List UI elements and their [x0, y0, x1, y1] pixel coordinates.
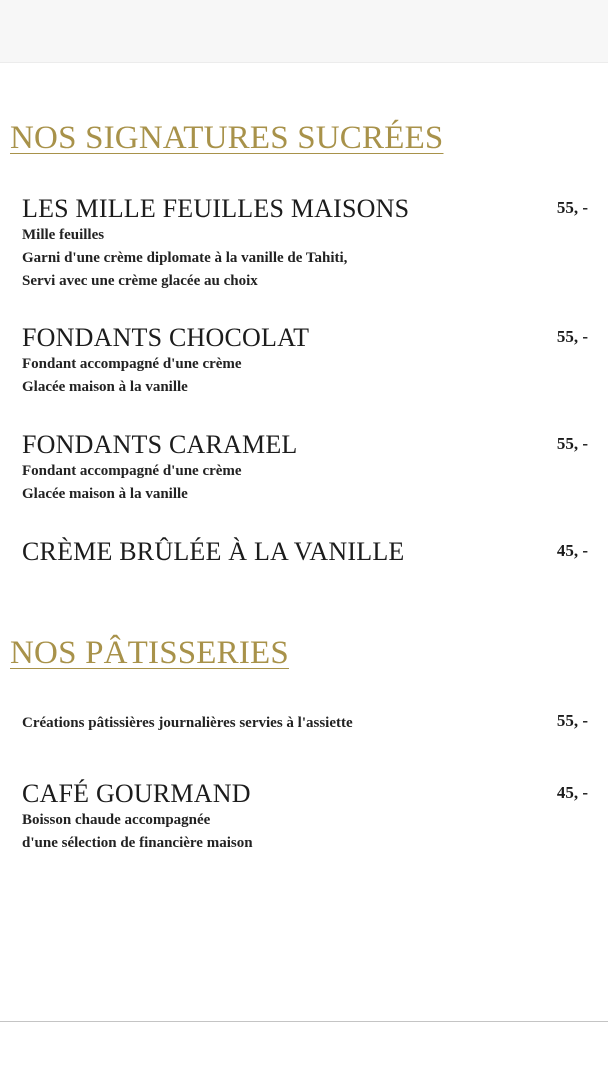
bottom-divider: [0, 1021, 608, 1022]
item-desc-line: Créations pâtissières journalières servies à l'assiette: [22, 715, 353, 731]
item-desc-line: Mille feuilles: [22, 227, 105, 243]
top-bar: [0, 0, 608, 63]
item-price: 55, -: [556, 434, 588, 453]
item-desc-line: Fondant accompagné d'une crème: [22, 463, 242, 479]
item-desc-line: Fondant accompagné d'une crème: [22, 356, 242, 372]
item-desc-line: Glacée maison à la vanille: [22, 379, 188, 395]
menu-item-creations-patissieres: [22, 712, 588, 735]
menu-item-creme-brulee: [22, 537, 588, 567]
menu-item-fondants-chocolat: [22, 323, 588, 399]
menu-item-cafe-gourmand: [22, 779, 588, 855]
item-price: 45, -: [556, 541, 588, 560]
item-desc-line: Boisson chaude accompagnée: [22, 812, 211, 828]
section-title-signatures: NOS SIGNATURES SUCRÉES: [10, 120, 444, 156]
item-desc-line: Servi avec une crème glacée au choix: [22, 273, 258, 289]
item-price: 45, -: [556, 783, 588, 802]
item-price: 55, -: [556, 327, 588, 346]
item-price: 55, -: [556, 198, 588, 217]
item-name: LES MILLE FEUILLES MAISONS: [22, 194, 410, 223]
section-title-patisseries: NOS PÂTISSERIES: [10, 635, 289, 671]
menu-item-fondants-caramel: [22, 430, 588, 506]
item-desc-line: Garni d'une crème diplomate à la vanille de Tahiti,: [22, 250, 348, 266]
item-desc-line: d'une sélection de financière maison: [22, 835, 253, 851]
item-name: FONDANTS CHOCOLAT: [22, 323, 310, 352]
menu-item-mille-feuilles: [22, 194, 588, 293]
item-name: CAFÉ GOURMAND: [22, 779, 251, 808]
item-name: FONDANTS CARAMEL: [22, 430, 298, 459]
item-desc-line: Glacée maison à la vanille: [22, 486, 188, 502]
item-name: CRÈME BRÛLÉE À LA VANILLE: [22, 537, 405, 566]
item-price: 55, -: [556, 711, 588, 730]
